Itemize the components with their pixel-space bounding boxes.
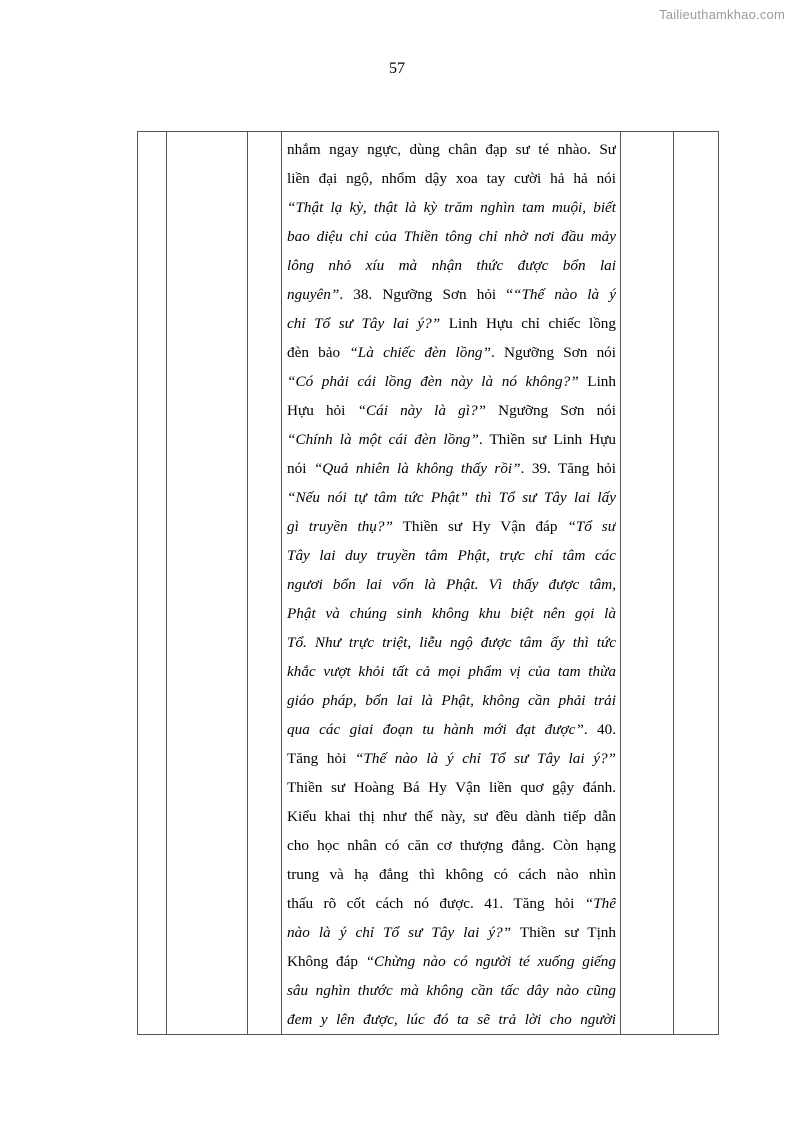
text-segment: đem y lên được, lúc đó ta sẽ trả lời cho người [287, 1011, 616, 1028]
text-segment: trung và hạ đẳng thì không có cách nào nhìn [287, 866, 616, 883]
table-row [138, 132, 719, 1035]
text-line [287, 454, 616, 483]
text-segment: “Thế nào là ý [513, 286, 616, 303]
text-segment: “Thế [584, 895, 616, 912]
watermark: Tailieuthamkhao.com [659, 7, 785, 22]
text-segment: đèn bảo [287, 344, 350, 361]
text-segment: nào là ý chỉ Tổ sư Tây lai ý?” [287, 924, 512, 941]
table-cell-5 [621, 132, 674, 1035]
text-segment: sâu nghìn thước mà không cần tấc dây nào cũng [287, 982, 616, 999]
text-line [287, 164, 616, 193]
text-segment: . 39. Tăng hỏi [520, 460, 616, 477]
text-line [287, 715, 616, 744]
text-line [287, 222, 616, 251]
text-line [287, 309, 616, 338]
text-segment: “Là chiếc đèn lồng” [349, 344, 491, 361]
text-segment: nhắm ngay ngực, dùng chân đạp sư té nhào. Sư [287, 141, 616, 158]
text-segment: Phật và chúng sinh không khu biệt nên gọi là [287, 605, 616, 622]
table-cell-text [282, 132, 621, 1035]
text-line [287, 657, 616, 686]
text-segment: thấu rõ cốt cách nó được. 41. Tăng hỏi [287, 895, 585, 912]
text-segment: Tăng hỏi [287, 750, 355, 767]
text-segment: Ngưỡng Sơn nói [486, 402, 616, 419]
text-segment: liền đại ngộ, nhổm dậy xoa tay cười hả hả nói [287, 170, 616, 187]
text-segment: Hựu hỏi [287, 402, 358, 419]
text-segment: cho học nhân có căn cơ thượng đẳng. Còn hạng [287, 837, 616, 854]
text-segment: “Thế nào là ý chỉ Tổ sư Tây lai ý?” [354, 750, 616, 767]
text-line [287, 570, 616, 599]
text-line [287, 251, 616, 280]
text-segment: . Thiền sư Linh Hựu [478, 431, 616, 448]
text-line [287, 889, 616, 918]
text-segment: . 38. Ngưỡng Sơn hỏi “ [339, 286, 514, 303]
text-line [287, 628, 616, 657]
content-table [137, 131, 719, 1035]
text-line [287, 193, 616, 222]
text-line [287, 831, 616, 860]
text-segment: Tổ. Như trực triệt, liễu ngộ được tâm ấy thì tức [287, 634, 616, 651]
text-line [287, 802, 616, 831]
text-segment: khắc vượt khỏi tất cả mọi phẩm vị của tam thừa [287, 663, 616, 680]
text-segment: “Tổ sư [567, 518, 616, 535]
table-cell-3 [248, 132, 282, 1035]
text-segment: gì truyền thụ?” [287, 518, 393, 535]
text-segment: nói [287, 460, 314, 477]
text-line [287, 947, 616, 976]
text-line [287, 483, 616, 512]
text-segment: Linh Hựu chỉ chiếc lồng [440, 315, 616, 332]
text-segment: Linh [578, 373, 616, 390]
text-segment: lông nhỏ xíu mà nhận thức được bổn lai [287, 257, 616, 274]
table-cell-1 [138, 132, 167, 1035]
text-segment: Kiểu khai thị như thế này, sư đều dành tiếp dẫn [287, 808, 616, 825]
text-line [287, 425, 616, 454]
text-line [287, 918, 616, 947]
table-cell-6 [674, 132, 719, 1035]
text-line [287, 773, 616, 802]
text-line [287, 599, 616, 628]
text-segment: giáo pháp, bổn lai là Phật, không cần phải trải [287, 692, 616, 709]
text-segment: . Ngưỡng Sơn nói [490, 344, 616, 361]
text-segment: “Có phải cái lồng đèn này là nó không?” [287, 373, 579, 390]
text-segment: . 40. [583, 721, 616, 738]
text-segment: Tây lai duy truyền tâm Phật, trực chỉ tâm các [287, 547, 616, 564]
text-line [287, 1005, 616, 1034]
text-segment: Thiền sư Tịnh [511, 924, 616, 941]
text-line [287, 367, 616, 396]
table-cell-2 [167, 132, 248, 1035]
text-line [287, 744, 616, 773]
text-line [287, 686, 616, 715]
text-segment: “Quả nhiên là không thấy rồi” [313, 460, 521, 477]
text-segment: chỉ Tổ sư Tây lai ý?” [287, 315, 441, 332]
text-segment: “Thật lạ kỳ, thật là kỳ trăm nghìn tam muội, biết [287, 199, 616, 216]
text-line [287, 976, 616, 1005]
text-segment: “Chính là một cái đèn lồng” [287, 431, 479, 448]
body-text [282, 132, 620, 1034]
text-segment: Thiền sư Hoàng Bá Hy Vận liền quơ gậy đánh. [287, 779, 616, 796]
text-line [287, 135, 616, 164]
text-line [287, 541, 616, 570]
text-segment: “Chừng nào có người té xuống giếng [365, 953, 616, 970]
text-segment: Thiền sư Hy Vận đáp [392, 518, 568, 535]
text-segment: ngươi bổn lai vốn là Phật. Vì thấy được tâm, [287, 576, 616, 593]
text-line [287, 396, 616, 425]
text-segment: bao diệu chỉ của Thiền tông chỉ nhờ nơi đầu mảy [287, 228, 616, 245]
text-line [287, 280, 616, 309]
text-line [287, 860, 616, 889]
text-segment: nguyên” [287, 286, 340, 303]
text-line [287, 338, 616, 367]
text-line [287, 512, 616, 541]
page-number: 57 [389, 60, 405, 77]
text-segment: “Cái này là gì?” [357, 402, 487, 419]
text-segment: “Nếu nói tự tâm tức Phật” thì Tổ sư Tây lai lấy [287, 489, 616, 506]
text-segment: qua các giai đoạn tu hành mới đạt được” [287, 721, 584, 738]
text-segment: Không đáp [287, 953, 366, 970]
